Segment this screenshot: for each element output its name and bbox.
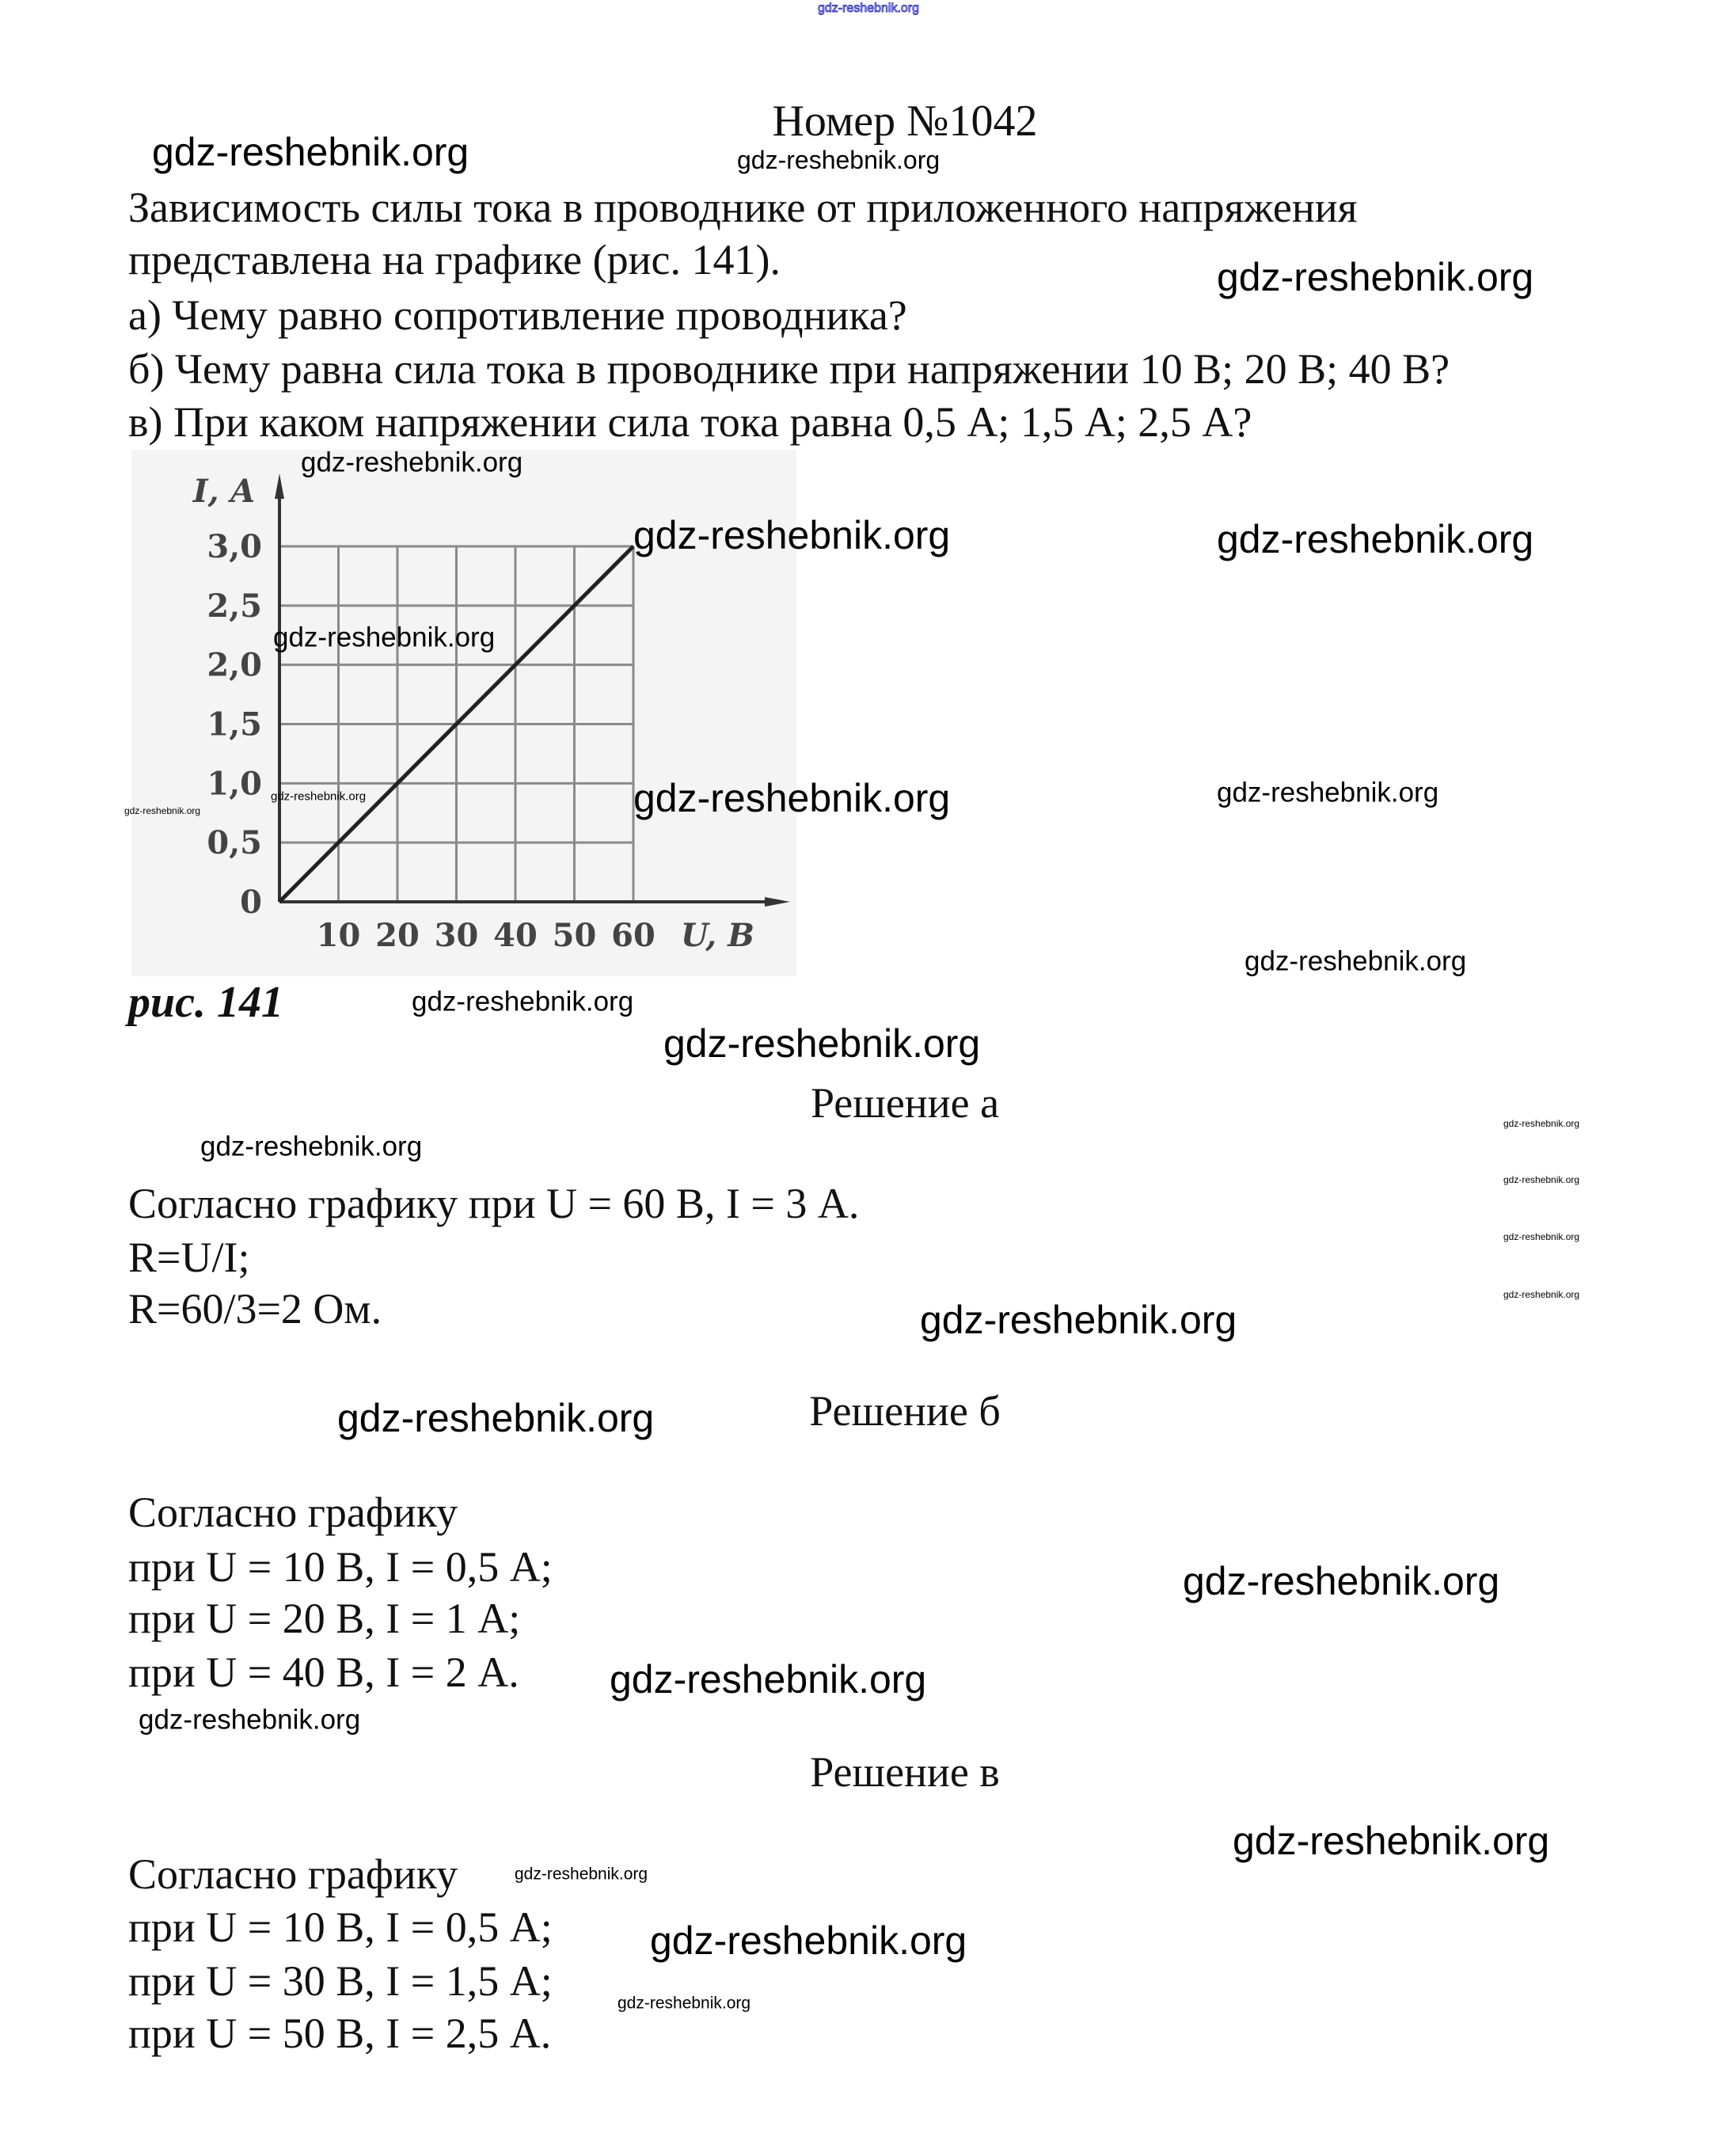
top-watermark-link[interactable]: gdz-reshebnik.org (817, 2, 920, 15)
solution-line: при U = 10 В, I = 0,5 А; (128, 1543, 553, 1591)
watermark-text: gdz-reshebnik.org (271, 789, 367, 804)
y-tick-label: 2,5 (207, 587, 262, 625)
x-tick-label: 60 (611, 917, 656, 954)
watermark-text: gdz-reshebnik.org (412, 986, 634, 1017)
solution-line: Согласно графику при U = 60 В, I = 3 А. (128, 1180, 860, 1227)
watermark-text: gdz-reshebnik.org (273, 622, 496, 653)
watermark-text: gdz-reshebnik.org (1217, 517, 1534, 561)
watermark-text: gdz-reshebnik.org (1503, 1174, 1580, 1185)
solution-line: R=60/3=2 Ом. (128, 1285, 382, 1333)
watermark-text: gdz-reshebnik.org (610, 1657, 927, 1702)
watermark-text: gdz-reshebnik.org (737, 146, 940, 174)
watermark-text: gdz-reshebnik.org (200, 1131, 423, 1162)
watermark-text: gdz-reshebnik.org (152, 130, 469, 174)
problem-line: Зависимость силы тока в проводнике от приложенного напряжения (128, 184, 1358, 231)
watermark-text: gdz-reshebnik.org (1233, 1819, 1550, 1863)
solution-a-heading: Решение а (810, 1079, 1000, 1127)
watermark-text: gdz-reshebnik.org (1503, 1118, 1580, 1129)
solution-line: Согласно графику (128, 1489, 458, 1536)
y-tick-label: 1,0 (207, 765, 262, 803)
problem-line: представлена на графике (рис. 141). (128, 236, 781, 283)
solution-c-heading: Решение в (810, 1748, 1000, 1796)
watermark-text: gdz-reshebnik.org (1503, 1231, 1580, 1242)
watermark-text: gdz-reshebnik.org (663, 1021, 981, 1066)
watermark-text: gdz-reshebnik.org (633, 513, 951, 557)
y-tick-label: 0 (240, 884, 262, 921)
watermark-text: gdz-reshebnik.org (1244, 945, 1467, 977)
x-tick-label: 40 (493, 917, 538, 954)
y-tick-label: 2,0 (207, 646, 262, 684)
solution-line: Согласно графику (128, 1850, 458, 1898)
solution-line: при U = 30 В, I = 1,5 А; (128, 1957, 553, 2005)
page-title: Номер №1042 (772, 97, 1038, 146)
watermark-text: gdz-reshebnik.org (124, 805, 201, 816)
solution-line: при U = 20 В, I = 1 А; (128, 1595, 521, 1642)
solution-line: при U = 40 В, I = 2 А. (128, 1648, 519, 1696)
figure-caption: рис. 141 (128, 978, 283, 1027)
problem-question-a: а) Чему равно сопротивление проводника? (128, 291, 907, 339)
solution-line: R=U/I; (128, 1234, 250, 1281)
x-tick-label: 50 (552, 917, 597, 954)
x-axis-label: U, В (681, 917, 754, 954)
solution-line: при U = 50 В, I = 2,5 А. (128, 2010, 552, 2057)
y-tick-label: 1,5 (207, 705, 262, 743)
x-tick-label: 10 (316, 917, 361, 954)
watermark-text: gdz-reshebnik.org (650, 1918, 967, 1963)
watermark-text: gdz-reshebnik.org (337, 1396, 655, 1440)
solution-b-heading: Решение б (809, 1387, 1001, 1435)
problem-question-c: в) При каком напряжении сила тока равна 0,5 А; 1,5 А; 2,5 А? (128, 398, 1252, 446)
watermark-text: gdz-reshebnik.org (139, 1704, 361, 1736)
x-tick-label: 30 (434, 917, 479, 954)
watermark-text: gdz-reshebnik.org (301, 447, 523, 478)
problem-question-b: б) Чему равна сила тока в проводнике при напряжении 10 В; 20 В; 40 В? (128, 345, 1450, 393)
watermark-text: gdz-reshebnik.org (515, 1865, 648, 1884)
watermark-text: gdz-reshebnik.org (1217, 255, 1534, 299)
watermark-text: gdz-reshebnik.org (1503, 1289, 1580, 1300)
watermark-text: gdz-reshebnik.org (1217, 777, 1439, 808)
y-tick-label: 3,0 (207, 528, 262, 565)
x-axis-arrow-icon (765, 897, 790, 907)
watermark-text: gdz-reshebnik.org (1183, 1559, 1500, 1603)
y-axis-arrow-icon (275, 473, 284, 499)
x-tick-label: 20 (375, 917, 420, 954)
watermark-text: gdz-reshebnik.org (618, 1994, 751, 2013)
watermark-text: gdz-reshebnik.org (920, 1298, 1237, 1342)
watermark-text: gdz-reshebnik.org (633, 776, 951, 820)
solution-line: при U = 10 В, I = 0,5 А; (128, 1903, 553, 1951)
y-axis-label: I, А (192, 473, 256, 510)
y-tick-label: 0,5 (207, 824, 262, 862)
